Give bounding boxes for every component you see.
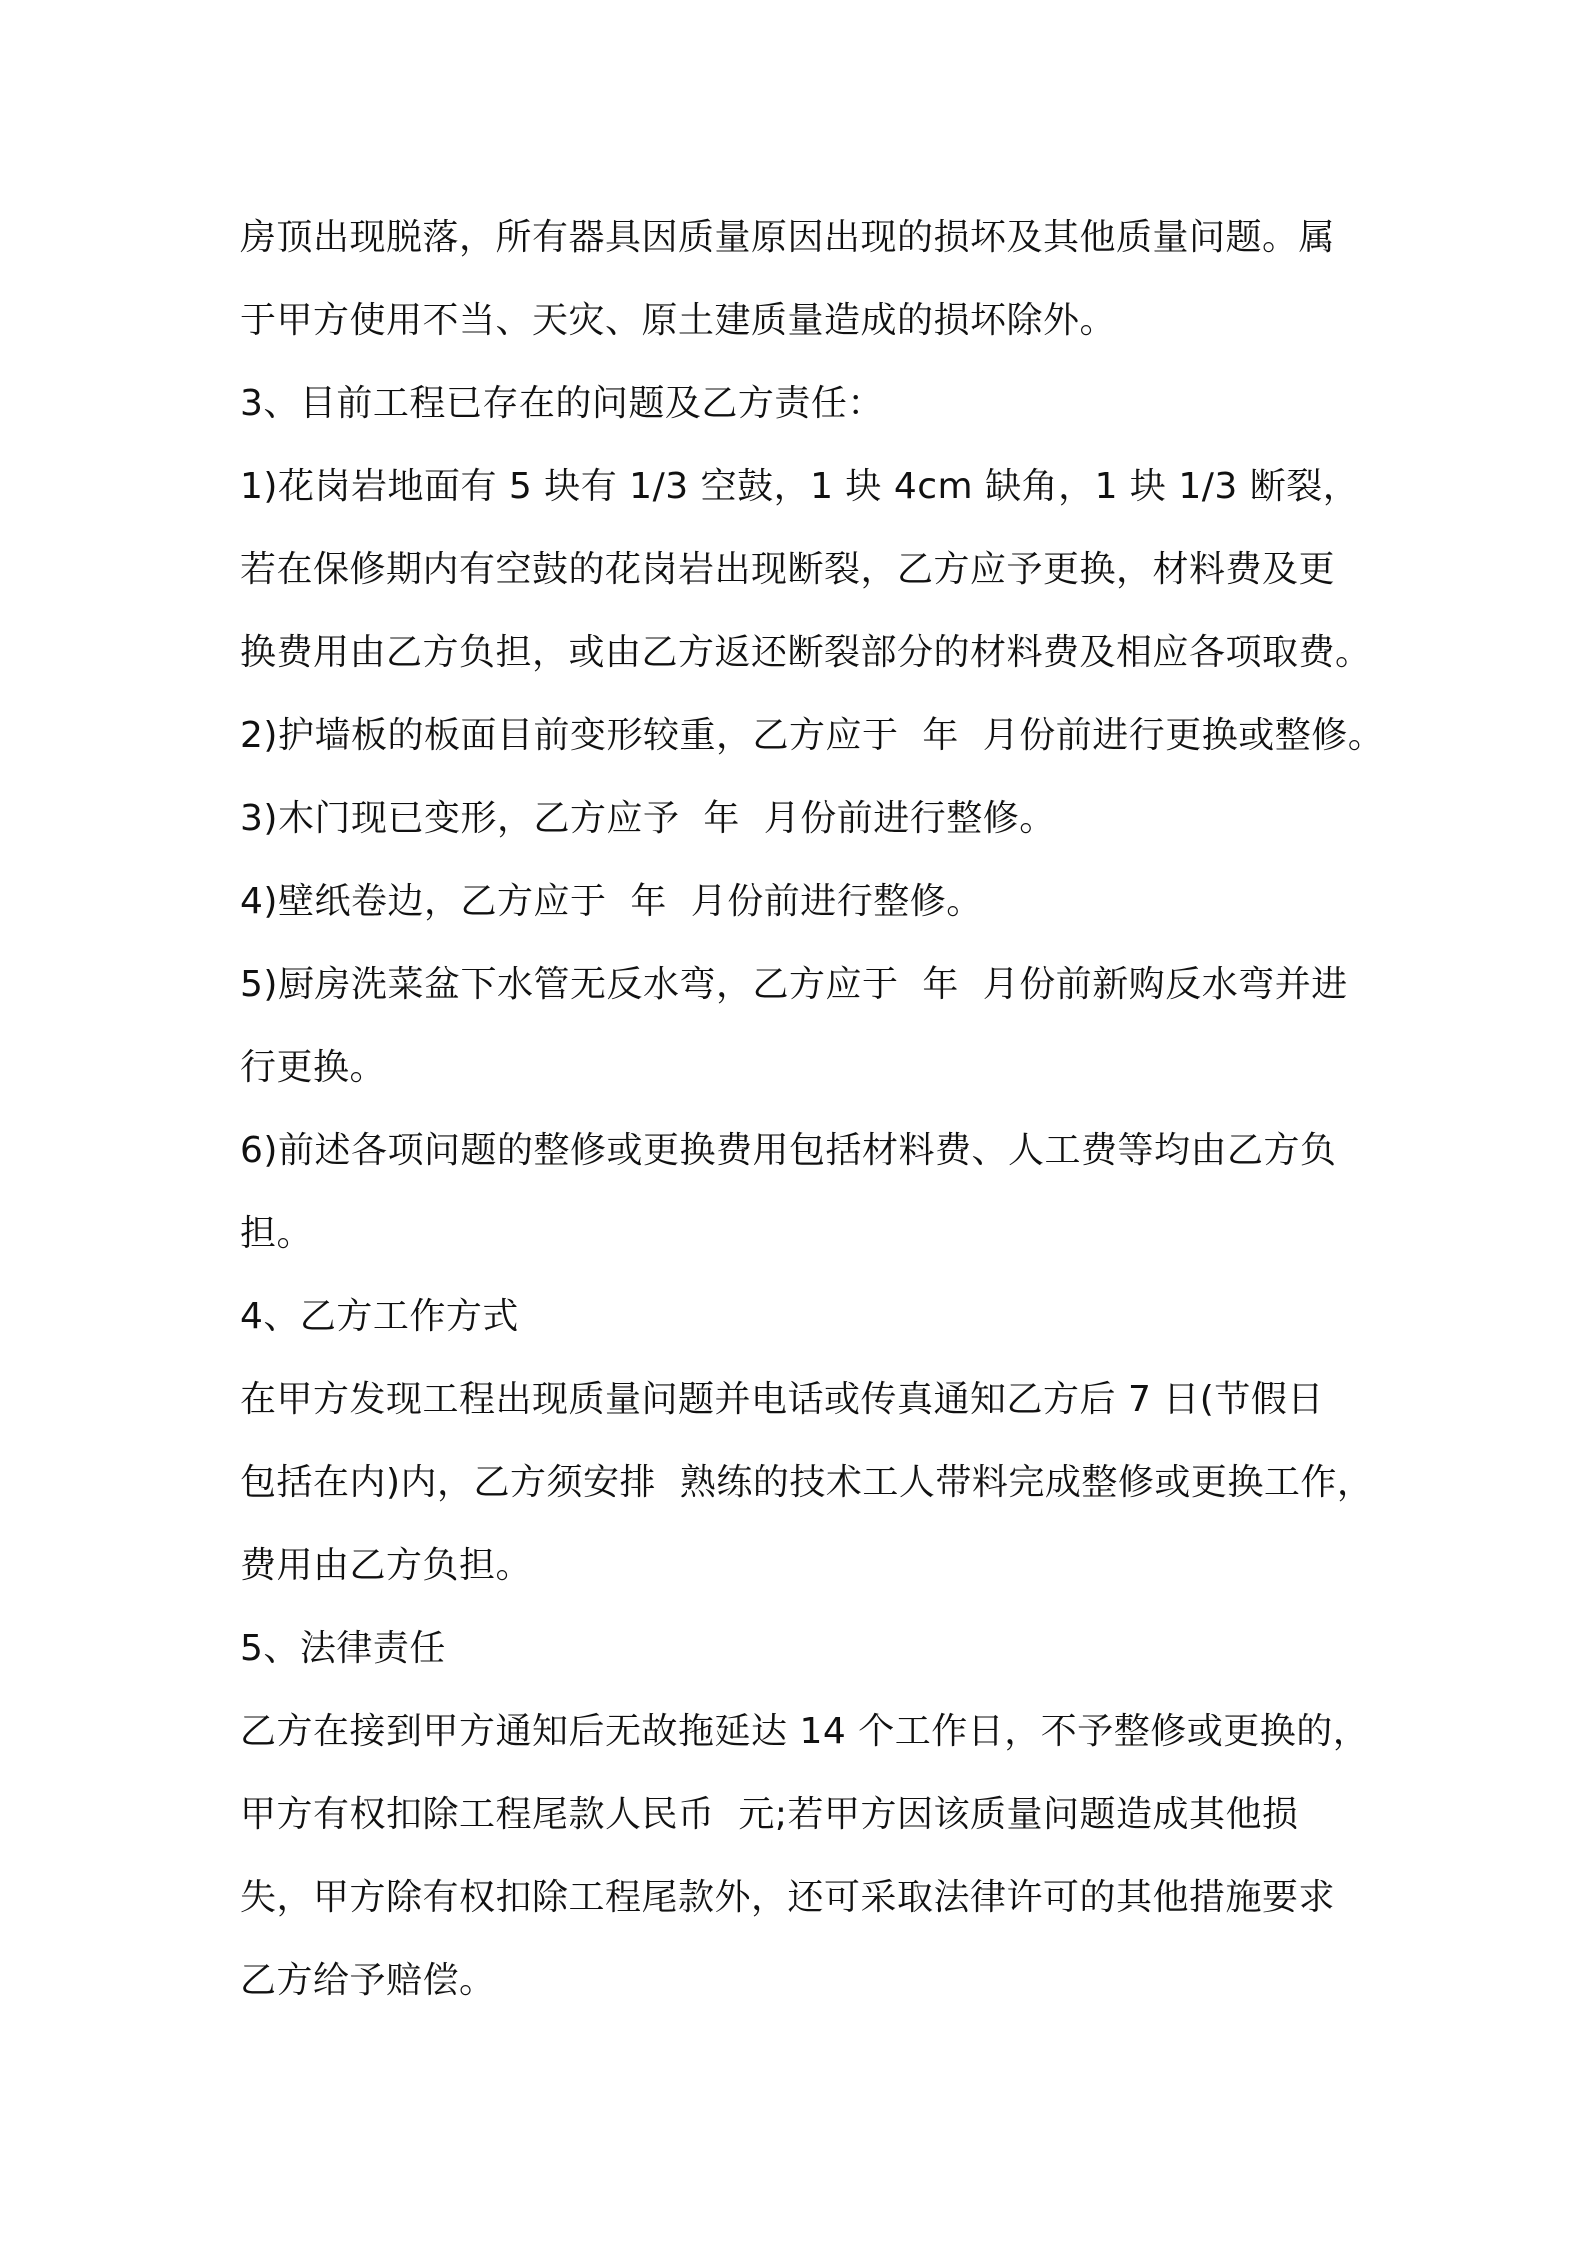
- text-line: 换费用由乙方负担，或由乙方返还断裂部分的材料费及相应各项取费。: [240, 632, 1372, 673]
- text-line: 5)厨房洗菜盆下水管无反水弯，乙方应于 年 月份前新购反水弯并进: [240, 964, 1348, 1005]
- text-line: 房顶出现脱落，所有器具因质量原因出现的损坏及其他质量问题。属: [240, 217, 1336, 258]
- text-line: 费用由乙方负担。: [240, 1545, 533, 1586]
- text-line: 1)花岗岩地面有 5 块有 1/3 空鼓，1 块 4cm 缺角，1 块 1/3 断裂，: [240, 466, 1360, 507]
- text-line: 4)壁纸卷边，乙方应于 年 月份前进行整修。: [240, 881, 983, 922]
- text-line: 失，甲方除有权扣除工程尾款外，还可采取法律许可的其他措施要求: [240, 1877, 1336, 1918]
- text-line: 3)木门现已变形，乙方应予 年 月份前进行整修。: [240, 798, 1056, 839]
- text-line: 于甲方使用不当、天灾、原土建质量造成的损坏除外。: [240, 300, 1117, 341]
- text-line: 行更换。: [240, 1047, 387, 1088]
- text-line: 2)护墙板的板面目前变形较重，乙方应于 年 月份前进行更换或整修。: [240, 715, 1385, 756]
- section-heading-3: 3、目前工程已存在的问题及乙方责任：: [240, 383, 884, 424]
- section-heading-5: 5、法律责任: [240, 1628, 446, 1669]
- text-line: 在甲方发现工程出现质量问题并电话或传真通知乙方后 7 日(节假日: [240, 1379, 1324, 1420]
- text-line: 甲方有权扣除工程尾款人民币 元;若甲方因该质量问题造成其他损: [240, 1794, 1299, 1835]
- text-line: 6)前述各项问题的整修或更换费用包括材料费、人工费等均由乙方负: [240, 1130, 1337, 1171]
- document-body: [240, 196, 1385, 2022]
- text-line: 乙方给予赔偿。: [240, 1960, 496, 2001]
- text-line: 若在保修期内有空鼓的花岗岩出现断裂，乙方应予更换，材料费及更: [240, 549, 1336, 590]
- text-line: 包括在内)内，乙方须安排 熟练的技术工人带料完成整修或更换工作，: [240, 1462, 1374, 1503]
- text-line: 担。: [240, 1213, 314, 1254]
- text-line: 乙方在接到甲方通知后无故拖延达 14 个工作日，不予整修或更换的，: [240, 1711, 1370, 1752]
- section-heading-4: 4、乙方工作方式: [240, 1296, 519, 1337]
